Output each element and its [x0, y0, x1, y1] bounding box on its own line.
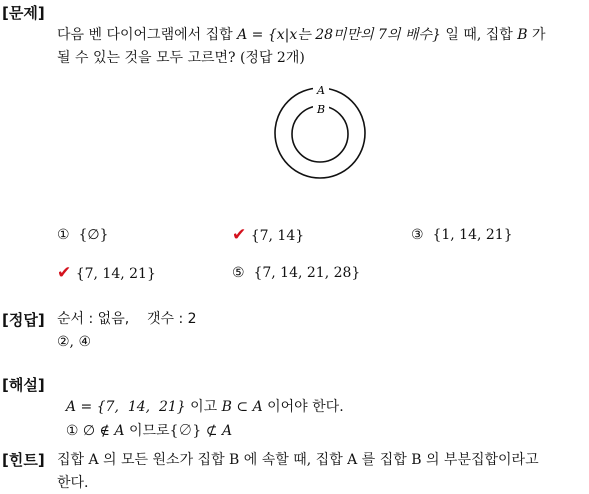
problem-label: [문제] — [2, 4, 45, 22]
hint-line-2: 한다. — [57, 475, 89, 491]
explanation-2-a2: A — [221, 423, 233, 439]
problem-text-mid: 일 때, 집합 — [440, 27, 518, 43]
venn-outer-label: A — [317, 84, 325, 97]
venn-inner-label: B — [316, 103, 326, 116]
explanation-2-a: A — [114, 423, 125, 439]
explanation-label: [해설] — [2, 376, 45, 394]
set-b-symbol: B — [517, 27, 528, 43]
choice-2-text: {7, 14} — [250, 228, 305, 244]
problem-line-2: 될 수 있는 것을 모두 고르면? (정답 2개) — [57, 50, 305, 66]
explanation-subset: B ⊂ A — [221, 399, 263, 415]
problem-line-1 — [57, 24, 546, 46]
choice-5-text: {7, 14, 21, 28} — [253, 265, 361, 281]
choice-1[interactable] — [57, 224, 108, 246]
choice-1-number: ① — [57, 227, 70, 243]
answer-line-2: ②, ④ — [57, 334, 92, 350]
check-mark-icon: ✔ — [57, 263, 72, 283]
venn-diagram — [271, 83, 371, 183]
hint-label: [힌트] — [2, 451, 45, 469]
explanation-2-mid: 이므로{∅} ⊄ — [124, 423, 222, 439]
explanation-text-end: 이어야 한다. — [262, 399, 344, 415]
answer-label: [정답] — [2, 311, 45, 329]
check-mark-icon: ✔ — [232, 225, 247, 245]
choice-4[interactable] — [57, 262, 156, 285]
choice-4-text: {7, 14, 21} — [75, 266, 156, 282]
answer-line-1: 순서 : 없음, 갯수 : 2 — [57, 311, 197, 327]
choice-2[interactable] — [232, 224, 304, 247]
choice-5[interactable] — [232, 262, 360, 284]
set-a-definition: A = {x|x는 28미만의 7의 배수} — [237, 27, 441, 43]
choice-5-number: ⑤ — [232, 265, 245, 281]
hint-line-1: 집합 A 의 모든 원소가 집합 B 에 속할 때, 집합 A 를 집합 B 의 부분집합이라고 — [57, 452, 539, 468]
problem-text-pre: 다음 벤 다이어그램에서 집합 — [57, 27, 238, 43]
explanation-set-a: A = {7, 14, 21} — [65, 399, 186, 415]
choice-1-text: {∅} — [78, 227, 109, 243]
choice-3[interactable] — [411, 224, 513, 246]
explanation-text-mid: 이고 — [185, 399, 222, 415]
explanation-line-2 — [57, 398, 232, 442]
explanation-2-pre: ① ∅ ∉ — [65, 423, 115, 439]
choice-3-text: {1, 14, 21} — [432, 227, 513, 243]
choice-3-number: ③ — [411, 227, 424, 243]
problem-text-end: 가 — [527, 27, 546, 43]
venn-outer-circle — [275, 88, 365, 178]
